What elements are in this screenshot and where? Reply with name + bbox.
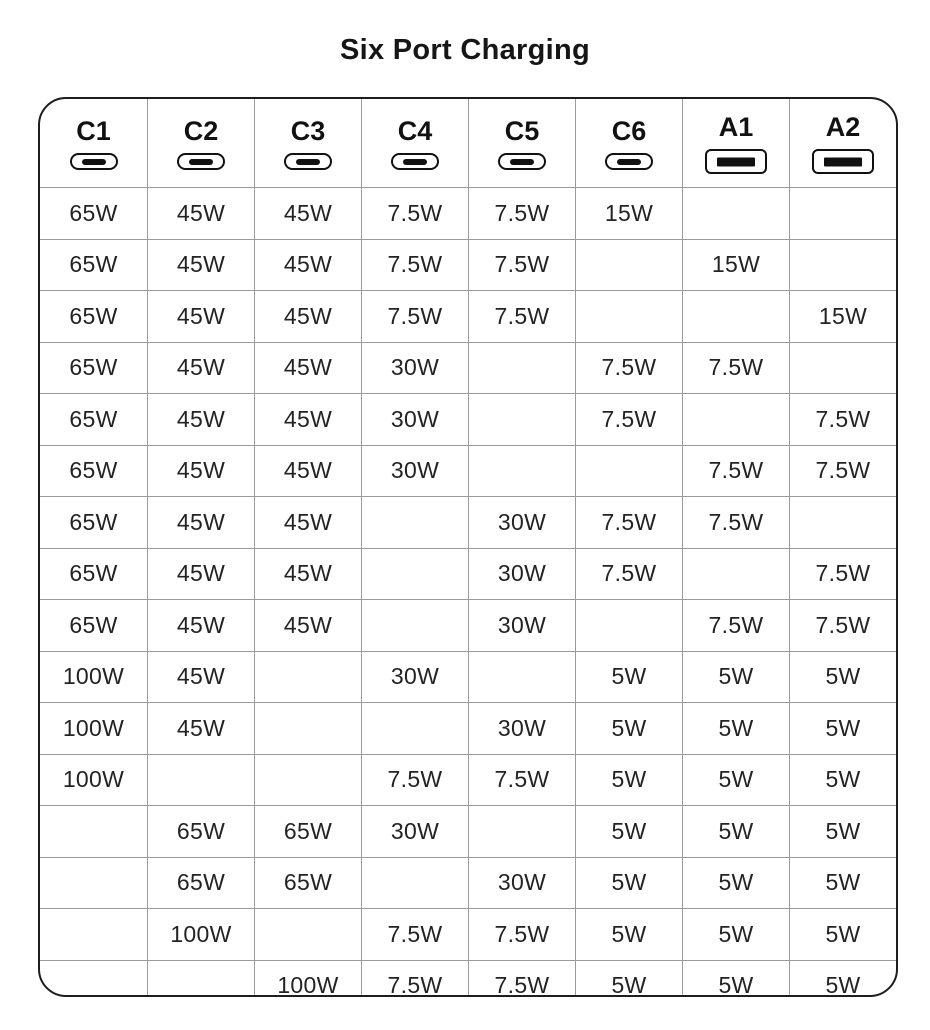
wattage-cell: 100W [62,766,125,793]
wattage-cell: 30W [361,806,468,857]
charging-power-table [38,97,898,997]
wattage-cell [147,961,254,998]
table-row [40,496,896,548]
wattage-cell [468,394,575,445]
wattage-cell: 7.5W [575,549,682,600]
wattage-cell: 15W [789,291,896,342]
wattage-cell [682,291,789,342]
wattage-cell [40,961,147,998]
wattage-cell: 30W [468,549,575,600]
wattage-cell [40,806,147,857]
wattage-cell [40,909,147,960]
wattage-cell: 45W [147,600,254,651]
port-label-c5: C5 [504,116,540,146]
table-row [40,805,896,857]
wattage-cell: 65W [69,405,118,432]
wattage-cell [789,240,896,291]
wattage-cell: 5W [682,652,789,703]
table-row [40,754,896,806]
wattage-cell: 7.5W [682,600,789,651]
port-label-c3: C3 [290,116,326,146]
wattage-cell: 5W [789,858,896,909]
wattage-cell: 45W [254,600,361,651]
table-header-row [40,99,896,187]
wattage-cell: 5W [575,858,682,909]
usb-c-port-icon [498,153,546,170]
wattage-cell: 7.5W [361,909,468,960]
wattage-cell: 7.5W [361,240,468,291]
wattage-cell: 45W [147,343,254,394]
wattage-cell: 30W [468,858,575,909]
column-header-c1 [40,99,147,187]
wattage-cell [468,652,575,703]
wattage-cell: 5W [789,806,896,857]
wattage-cell: 30W [361,652,468,703]
wattage-cell: 100W [147,909,254,960]
wattage-cell: 7.5W [575,394,682,445]
wattage-cell [254,755,361,806]
wattage-cell: 45W [254,549,361,600]
wattage-cell: 45W [147,240,254,291]
wattage-cell [254,703,361,754]
usb-c-port-icon [284,153,332,170]
wattage-cell [575,240,682,291]
wattage-cell: 5W [575,703,682,754]
wattage-cell: 30W [468,703,575,754]
wattage-cell [682,394,789,445]
wattage-cell: 5W [789,652,896,703]
column-header-c4 [361,99,468,187]
wattage-cell: 45W [147,703,254,754]
port-label-a1: A1 [718,112,754,142]
wattage-cell: 45W [254,343,361,394]
wattage-cell: 45W [254,240,361,291]
port-label-c2: C2 [183,116,219,146]
wattage-cell [789,497,896,548]
usb-c-port-icon [605,153,653,170]
wattage-cell: 7.5W [789,549,896,600]
wattage-cell: 65W [69,251,118,278]
wattage-cell: 7.5W [361,961,468,998]
wattage-cell: 7.5W [468,909,575,960]
wattage-cell: 45W [147,549,254,600]
wattage-cell: 65W [69,199,118,226]
wattage-cell [575,446,682,497]
wattage-cell: 30W [468,600,575,651]
wattage-cell: 65W [69,560,118,587]
port-label-c6: C6 [611,116,647,146]
wattage-cell: 7.5W [682,497,789,548]
wattage-cell [361,600,468,651]
wattage-cell [789,188,896,239]
wattage-cell [682,188,789,239]
wattage-cell: 5W [682,755,789,806]
table-row [40,702,896,754]
wattage-cell: 5W [789,961,896,998]
wattage-cell: 100W [62,663,125,690]
wattage-cell: 7.5W [468,240,575,291]
wattage-cell: 7.5W [361,755,468,806]
wattage-cell [361,497,468,548]
table-row [40,187,896,239]
wattage-cell: 65W [69,611,118,638]
table-row [40,239,896,291]
wattage-cell: 5W [789,909,896,960]
table-row [40,599,896,651]
table-row [40,445,896,497]
wattage-cell: 5W [575,909,682,960]
column-header-a1 [682,99,789,187]
wattage-cell: 7.5W [789,394,896,445]
usb-c-port-icon [391,153,439,170]
wattage-cell: 5W [789,755,896,806]
table-row [40,342,896,394]
wattage-cell [40,858,147,909]
wattage-cell: 7.5W [682,343,789,394]
wattage-cell: 45W [254,497,361,548]
wattage-cell: 65W [69,354,118,381]
wattage-cell: 7.5W [682,446,789,497]
wattage-cell: 5W [682,703,789,754]
wattage-cell: 100W [62,714,125,741]
wattage-cell [575,291,682,342]
column-header-c3 [254,99,361,187]
wattage-cell: 45W [147,446,254,497]
wattage-cell: 30W [468,497,575,548]
wattage-cell: 100W [254,961,361,998]
wattage-cell: 65W [254,858,361,909]
column-header-c5 [468,99,575,187]
wattage-cell [361,703,468,754]
wattage-cell: 45W [254,394,361,445]
wattage-cell: 30W [361,446,468,497]
wattage-cell: 45W [254,446,361,497]
wattage-cell [361,858,468,909]
wattage-cell: 5W [575,652,682,703]
wattage-cell: 7.5W [575,343,682,394]
table-row [40,548,896,600]
wattage-cell: 5W [575,806,682,857]
wattage-cell [468,446,575,497]
column-header-c2 [147,99,254,187]
wattage-cell: 7.5W [361,188,468,239]
wattage-cell: 45W [147,394,254,445]
usb-a-port-icon [812,149,874,174]
wattage-cell: 15W [575,188,682,239]
wattage-cell: 65W [69,457,118,484]
wattage-cell [468,343,575,394]
wattage-cell: 7.5W [575,497,682,548]
wattage-cell: 65W [254,806,361,857]
wattage-cell: 7.5W [468,755,575,806]
table-row [40,651,896,703]
table-body [40,187,896,997]
wattage-cell: 65W [147,858,254,909]
wattage-cell: 5W [682,909,789,960]
wattage-cell: 65W [69,302,118,329]
wattage-cell: 7.5W [468,291,575,342]
table-row [40,908,896,960]
wattage-cell: 5W [575,755,682,806]
port-label-c1: C1 [76,116,111,146]
wattage-cell: 7.5W [789,600,896,651]
table-row [40,393,896,445]
wattage-cell: 15W [682,240,789,291]
wattage-cell: 45W [254,188,361,239]
wattage-cell: 65W [69,508,118,535]
wattage-cell [575,600,682,651]
column-header-a2 [789,99,896,187]
wattage-cell: 7.5W [468,188,575,239]
usb-c-port-icon [70,153,118,170]
wattage-cell [254,652,361,703]
port-label-a2: A2 [825,112,861,142]
wattage-cell: 5W [789,703,896,754]
wattage-cell [254,909,361,960]
port-label-c4: C4 [397,116,433,146]
column-header-c6 [575,99,682,187]
wattage-cell [361,549,468,600]
wattage-cell: 7.5W [361,291,468,342]
wattage-cell: 45W [254,291,361,342]
wattage-cell: 7.5W [789,446,896,497]
wattage-cell: 30W [361,394,468,445]
wattage-cell: 30W [361,343,468,394]
usb-a-port-icon [705,149,767,174]
wattage-cell: 65W [147,806,254,857]
wattage-cell [468,806,575,857]
table-row [40,857,896,909]
wattage-cell: 45W [147,188,254,239]
wattage-cell: 5W [682,858,789,909]
wattage-cell [682,549,789,600]
wattage-cell: 5W [575,961,682,998]
wattage-cell: 7.5W [468,961,575,998]
usb-c-port-icon [177,153,225,170]
wattage-cell: 5W [682,806,789,857]
wattage-cell [147,755,254,806]
wattage-cell: 45W [147,497,254,548]
table-row [40,290,896,342]
table-row [40,960,896,998]
wattage-cell: 45W [147,291,254,342]
wattage-cell [789,343,896,394]
wattage-cell: 5W [682,961,789,998]
page-title: Six Port Charging [339,34,590,66]
wattage-cell: 45W [147,652,254,703]
